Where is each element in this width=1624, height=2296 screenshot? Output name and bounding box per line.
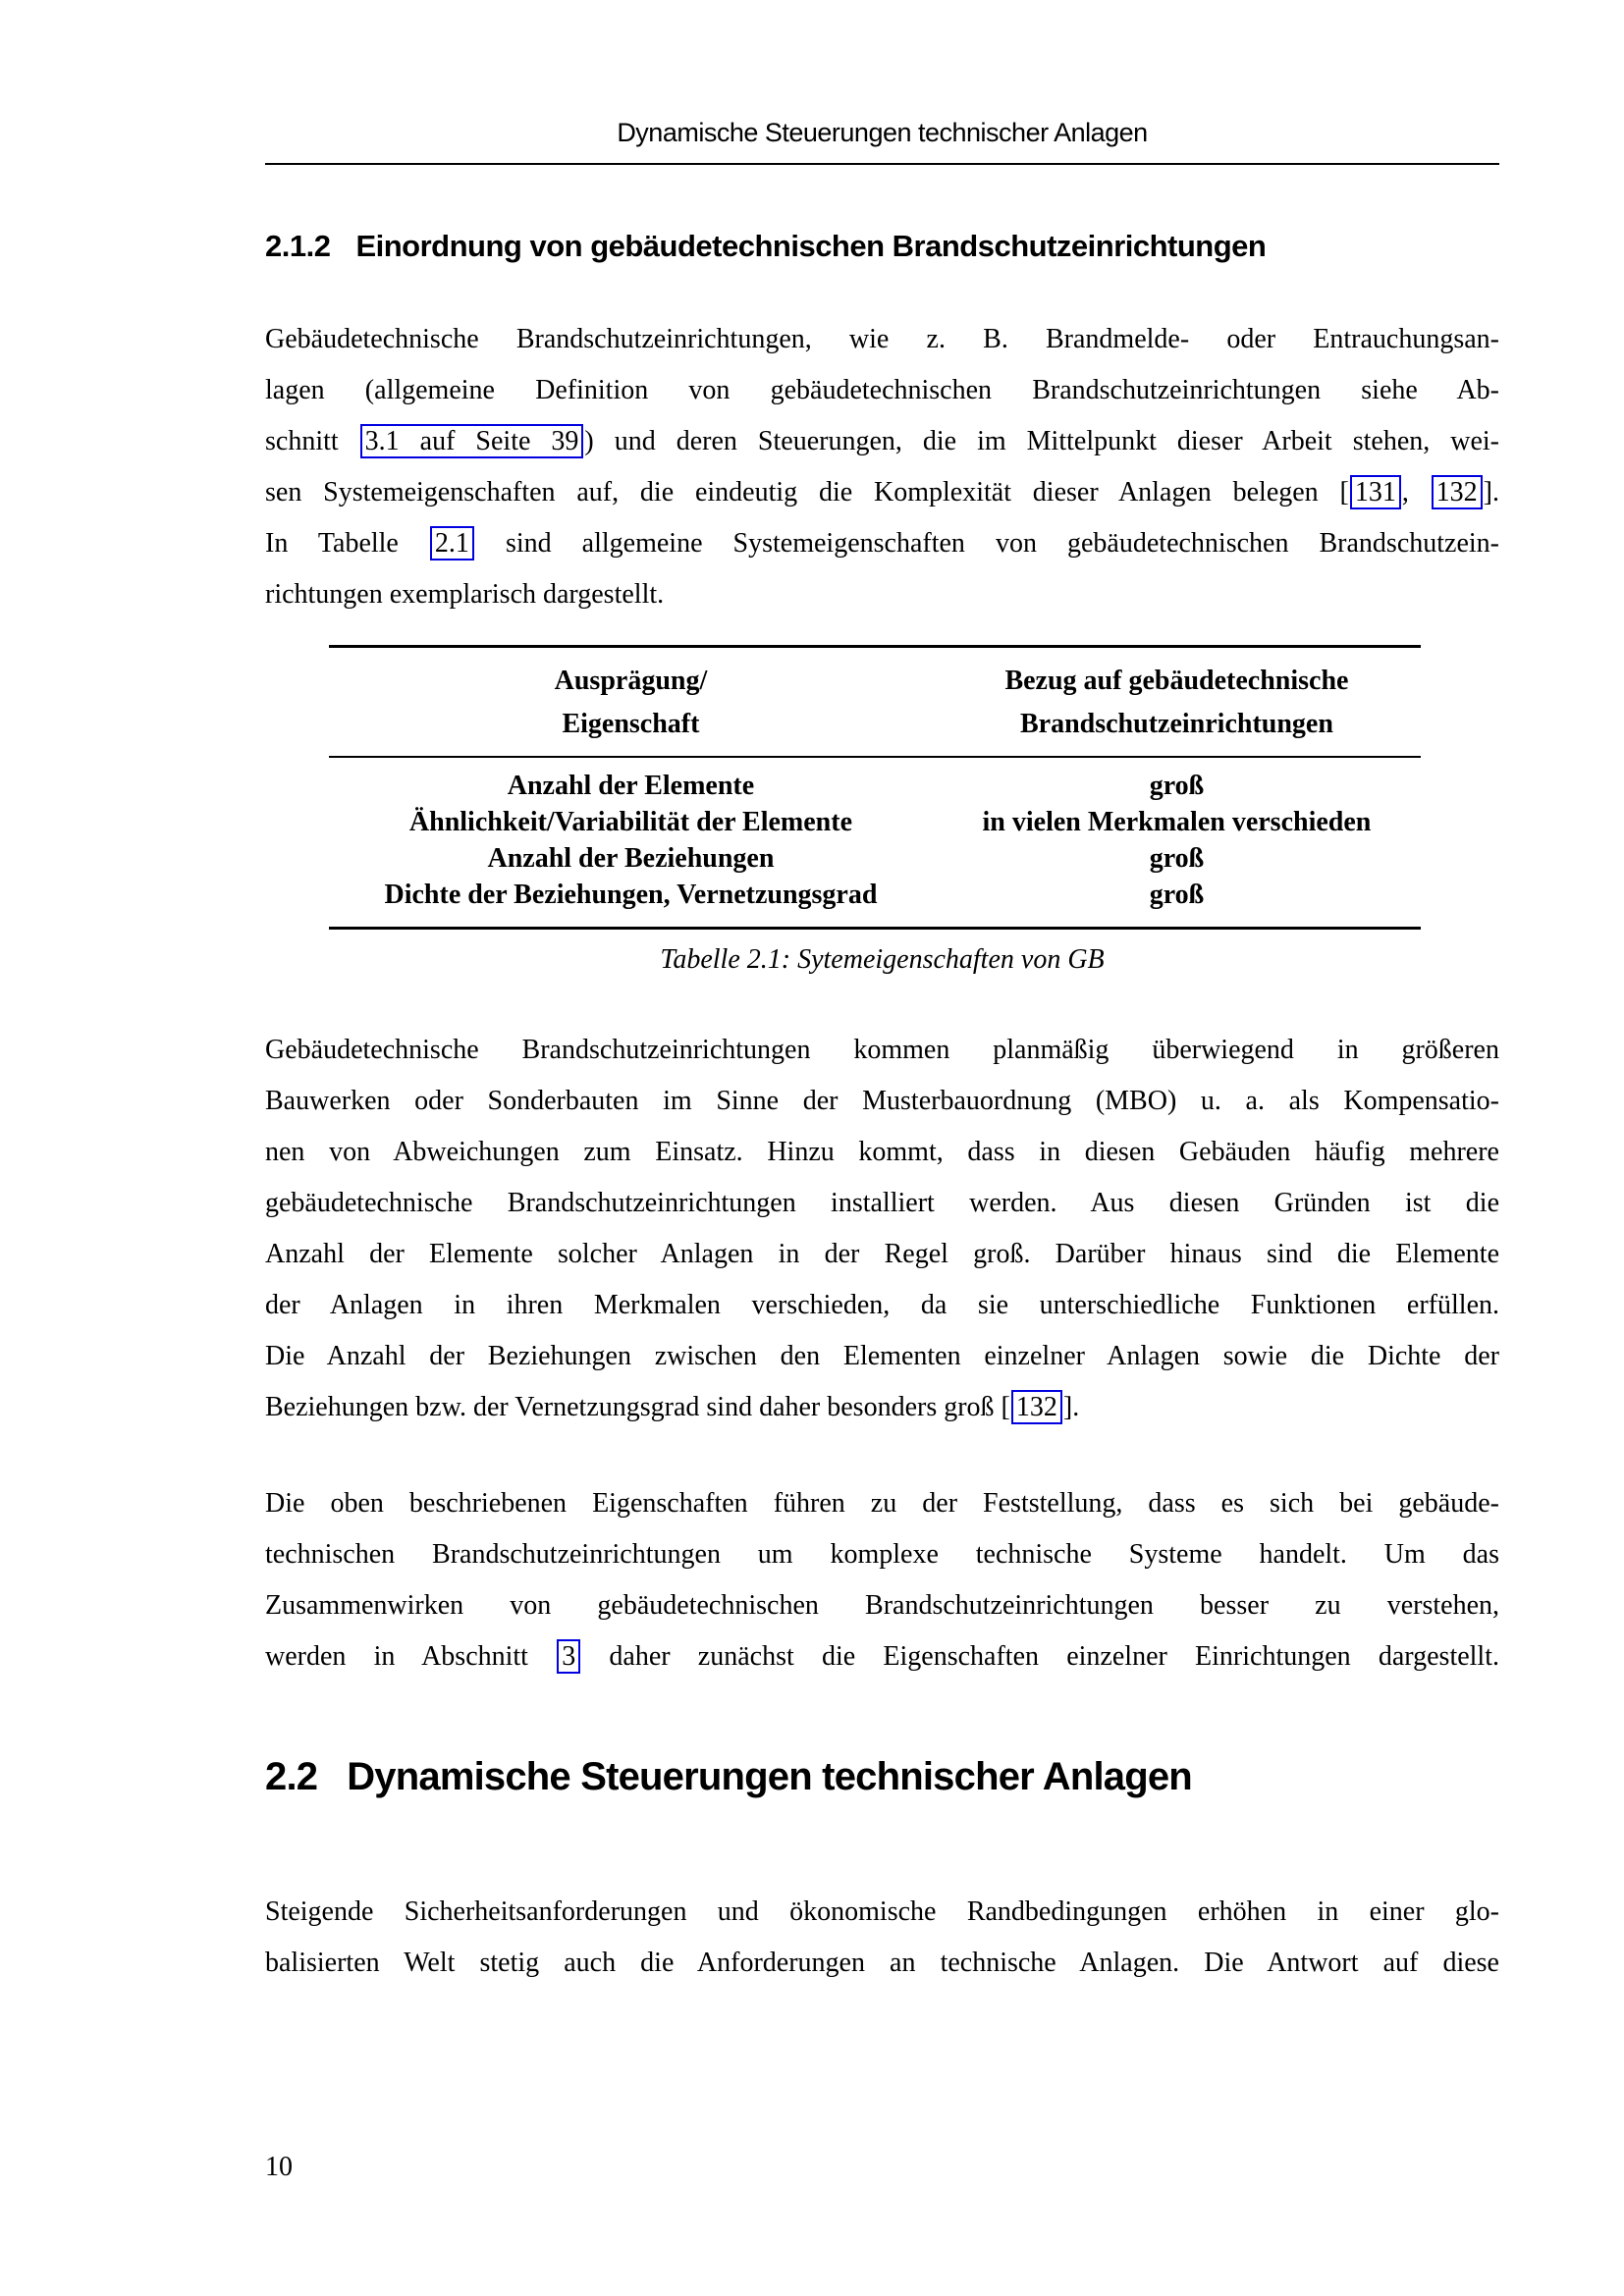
table-cell: in vielen Merkmalen verschieden — [982, 807, 1372, 837]
text-line: der Anlagen in ihren Merkmalen verschieden, da sie unterschiedliche Funktionen erfüllen. — [265, 1290, 1499, 1320]
section-title: Einordnung von gebäudetechnischen Brandschutzeinrichtungen — [355, 229, 1267, 263]
text-line: Steigende Sicherheitsanforderungen und ökonomische Randbedingungen erhöhen in einer glo- — [265, 1896, 1499, 1927]
table-header-row — [329, 648, 1421, 758]
text-line: Anzahl der Elemente solcher Anlagen in der Regel groß. Darüber hinaus sind die Elemente — [265, 1239, 1499, 1269]
page-number: 10 — [265, 2152, 293, 2182]
table-cell: Anzahl der Beziehungen — [487, 843, 775, 874]
text-line: Gebäudetechnische Brandschutzeinrichtungen kommen planmäßig überwiegend in größeren — [265, 1035, 1499, 1065]
text-line: balisierten Welt stetig auch die Anforderungen an technische Anlagen. Die Antwort auf diese — [265, 1948, 1499, 1978]
section-heading-2-2 — [265, 1755, 1499, 1799]
table-cell: Dichte der Beziehungen, Vernetzungsgrad — [384, 880, 878, 910]
table-cell: groß — [1149, 880, 1205, 910]
section-number: 2.2 — [265, 1755, 318, 1798]
citation-link[interactable]: 132 — [1432, 475, 1483, 509]
table-row — [329, 804, 1421, 840]
paragraph — [265, 314, 1499, 620]
paragraph — [265, 1025, 1499, 1433]
table-cell: Anzahl der Elemente — [507, 771, 755, 801]
systemeigenschaften-table — [329, 645, 1421, 930]
paragraph — [265, 1887, 1499, 1989]
table-caption: Tabelle 2.1: Sytemeigenschaften von GB — [660, 944, 1105, 975]
table-row — [329, 768, 1421, 804]
table-header-cell — [329, 660, 933, 746]
table-row — [329, 877, 1421, 913]
citation-link[interactable]: 132 — [1011, 1390, 1062, 1424]
table-row — [329, 840, 1421, 877]
text-line: gebäudetechnische Brandschutzeinrichtungen installiert werden. Aus diesen Gründen ist die — [265, 1188, 1499, 1218]
text-line: schnitt 3.1 auf Seite 39 ) und deren Steuerungen, die im Mittelpunkt dieser Arbeit stehen, wei- — [265, 426, 1499, 456]
table-header-cell — [933, 660, 1421, 746]
text-line: technischen Brandschutzeinrichtungen um komplexe technische Systeme handelt. Um das — [265, 1539, 1499, 1570]
text-line: richtungen exemplarisch dargestellt. — [265, 579, 665, 610]
header-rule — [265, 163, 1499, 165]
section-ref-link[interactable]: 3.1 auf Seite 39 — [360, 424, 584, 458]
section-heading-2-1-2 — [265, 229, 1499, 264]
table-cell: Ähnlichkeit/Variabilität der Elemente — [408, 807, 853, 837]
section-title: Dynamische Steuerungen technischer Anlagen — [347, 1755, 1192, 1798]
section-number: 2.1.2 — [265, 229, 331, 263]
section-ref-link[interactable]: 3 — [557, 1639, 580, 1674]
table-header-line: Ausprägung/ — [554, 666, 708, 696]
table-header-line: Eigenschaft — [562, 709, 700, 739]
text-line: Bauwerken oder Sonderbauten im Sinne der Musterbauordnung (MBO) u. a. als Kompensatio- — [265, 1086, 1499, 1116]
text-line: Die Anzahl der Beziehungen zwischen den Elementen einzelner Anlagen sowie die Dichte der — [265, 1341, 1499, 1371]
text-line: lagen (allgemeine Definition von gebäudetechnischen Brandschutzeinrichtungen siehe Ab- — [265, 375, 1499, 405]
table-cell: groß — [1149, 843, 1205, 874]
table-ref-link[interactable]: 2.1 — [430, 526, 474, 561]
text-line: Gebäudetechnische Brandschutzeinrichtungen, wie z. B. Brandmelde- oder Entrauchungsan- — [265, 324, 1499, 354]
text-line: Die oben beschriebenen Eigenschaften führen zu der Feststellung, dass es sich bei gebäude- — [265, 1488, 1499, 1519]
table-header-line: Brandschutzeinrichtungen — [1019, 709, 1333, 739]
text-line: In Tabelle 2.1 sind allgemeine Systemeigenschaften von gebäudetechnischen Brandschutzein- — [265, 528, 1499, 559]
text-line: werden in Abschnitt 3 daher zunächst die Eigenschaften einzelner Einrichtungen dargestellt. — [265, 1641, 1499, 1672]
text-line: Beziehungen bzw. der Vernetzungsgrad sind daher besonders groß [ 132 ]. — [265, 1392, 1080, 1422]
table-body — [329, 758, 1421, 927]
table-cell: groß — [1149, 771, 1205, 801]
paragraph — [265, 1478, 1499, 1682]
text-line: Zusammenwirken von gebäudetechnischen Brandschutzeinrichtungen besser zu verstehen, — [265, 1590, 1499, 1621]
table-header-line: Bezug auf gebäudetechnische — [1004, 666, 1349, 696]
citation-link[interactable]: 131 — [1350, 475, 1401, 509]
running-header: Dynamische Steuerungen technischer Anlagen — [617, 118, 1148, 147]
text-line: sen Systemeigenschaften auf, die eindeutig die Komplexität dieser Anlagen belegen [ 131 , 132 ]. — [265, 477, 1499, 507]
text-line: nen von Abweichungen zum Einsatz. Hinzu kommt, dass in diesen Gebäuden häufig mehrere — [265, 1137, 1499, 1167]
